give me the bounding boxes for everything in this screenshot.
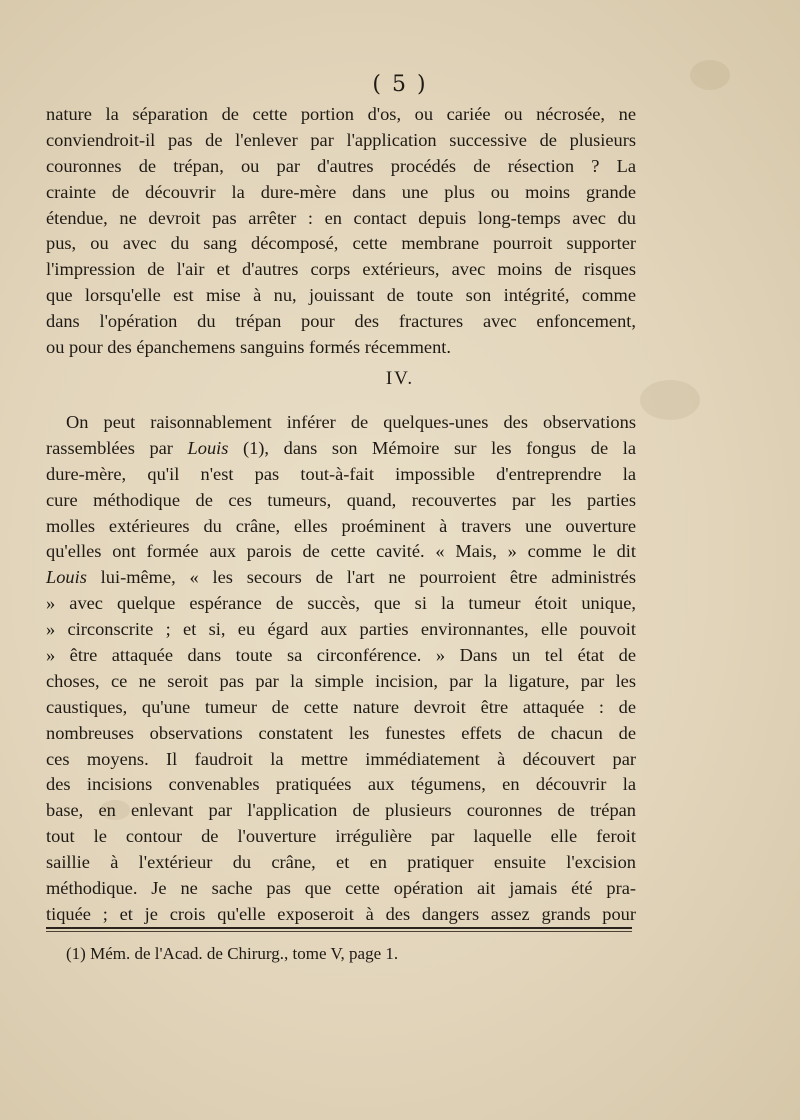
paragraph-2 [46,410,636,928]
text-line: des incisions convenables pratiquées aux tégumens, en découvrir la [46,774,636,795]
text-line: couronnes de trépan, ou par d'autres procédés de résection ? La [46,155,636,176]
text-line: étendue, ne devroit pas arrêter : en contact depuis long-temps avec du [46,207,636,228]
text-line: l'impression de l'air et d'autres corps extérieurs, avec moins de risques [46,259,636,280]
footnote: (1) Mém. de l'Acad. de Chirurg., tome V, page 1. [66,944,399,963]
text-line: choses, ce ne seroit pas par la simple incision, par la ligature, par les [46,670,636,691]
text-line: conviendroit-il pas de l'enlever par l'application successive de plusieurs [46,129,636,150]
text-line: » circonscrite ; et si, eu égard aux parties environnantes, elle pouvoit [46,619,636,640]
text-line: » avec quelque espérance de succès, que si la tumeur étoit unique, [46,593,636,614]
text-line: cure méthodique de ces tumeurs, quand, recouvertes par les parties [46,489,636,510]
text-line: dans l'opération du trépan pour des fractures avec enfoncement, [46,311,636,332]
section-heading: IV. [385,368,415,389]
text-line: tiquée ; et je crois qu'elle exposeroit à des dangers assez grands pour [46,903,636,924]
text-line: nature la séparation de cette portion d'os, ou cariée ou nécrosée, ne [46,104,636,124]
footnote-rule-thin [46,931,632,932]
page-number: ( 5 ) [372,72,428,97]
text-line: » être attaquée dans toute sa circonférence. » Dans un tel état de [46,645,636,666]
text-line: caustiques, qu'une tumeur de cette nature devroit être attaquée : de [46,696,636,717]
text-line: rassemblées par Louis (1), dans son Mémoire sur les fongus de la [46,437,636,458]
footnote-rule [46,927,632,929]
text-line: ces moyens. Il faudroit la mettre immédiatement à découvert par [46,748,636,769]
text-line: On peut raisonnablement inférer de quelques-unes des observations [66,412,636,432]
paragraph-1 [46,102,636,361]
text-line: molles extérieures du crâne, elles proéminent à travers une ouverture [46,515,636,536]
text-line: que lorsqu'elle est mise à nu, jouissant de toute son intégrité, comme [46,285,636,306]
text-line: saillie à l'extérieur du crâne, et en pratiquer ensuite l'excision [46,852,636,873]
text-line: qu'elles ont formée aux parois de cette cavité. « Mais, » comme le dit [46,541,636,562]
text-line: nombreuses observations constatent les funestes effets de chacun de [46,722,636,743]
author-name: Louis [187,437,229,458]
text-line: tout le contour de l'ouverture irrégulière par laquelle elle feroit [46,826,636,847]
text-line: crainte de découvrir la dure-mère dans une plus ou moins grande [46,181,636,202]
text-line: pus, ou avec du sang décomposé, cette membrane pourroit supporter [46,233,636,254]
text-line: Louis lui-même, « les secours de l'art ne pourroient être administrés [46,567,636,588]
text-line: ou pour des épanchemens sanguins formés récemment. [46,337,451,358]
text-line: base, en enlevant par l'application de plusieurs couronnes de trépan [46,800,636,821]
text-line: méthodique. Je ne sache pas que cette opération ait jamais été pra- [46,878,636,899]
author-name: Louis [46,567,87,588]
text-line: dure-mère, qu'il n'est pas tout-à-fait impossible d'entreprendre la [46,463,636,484]
